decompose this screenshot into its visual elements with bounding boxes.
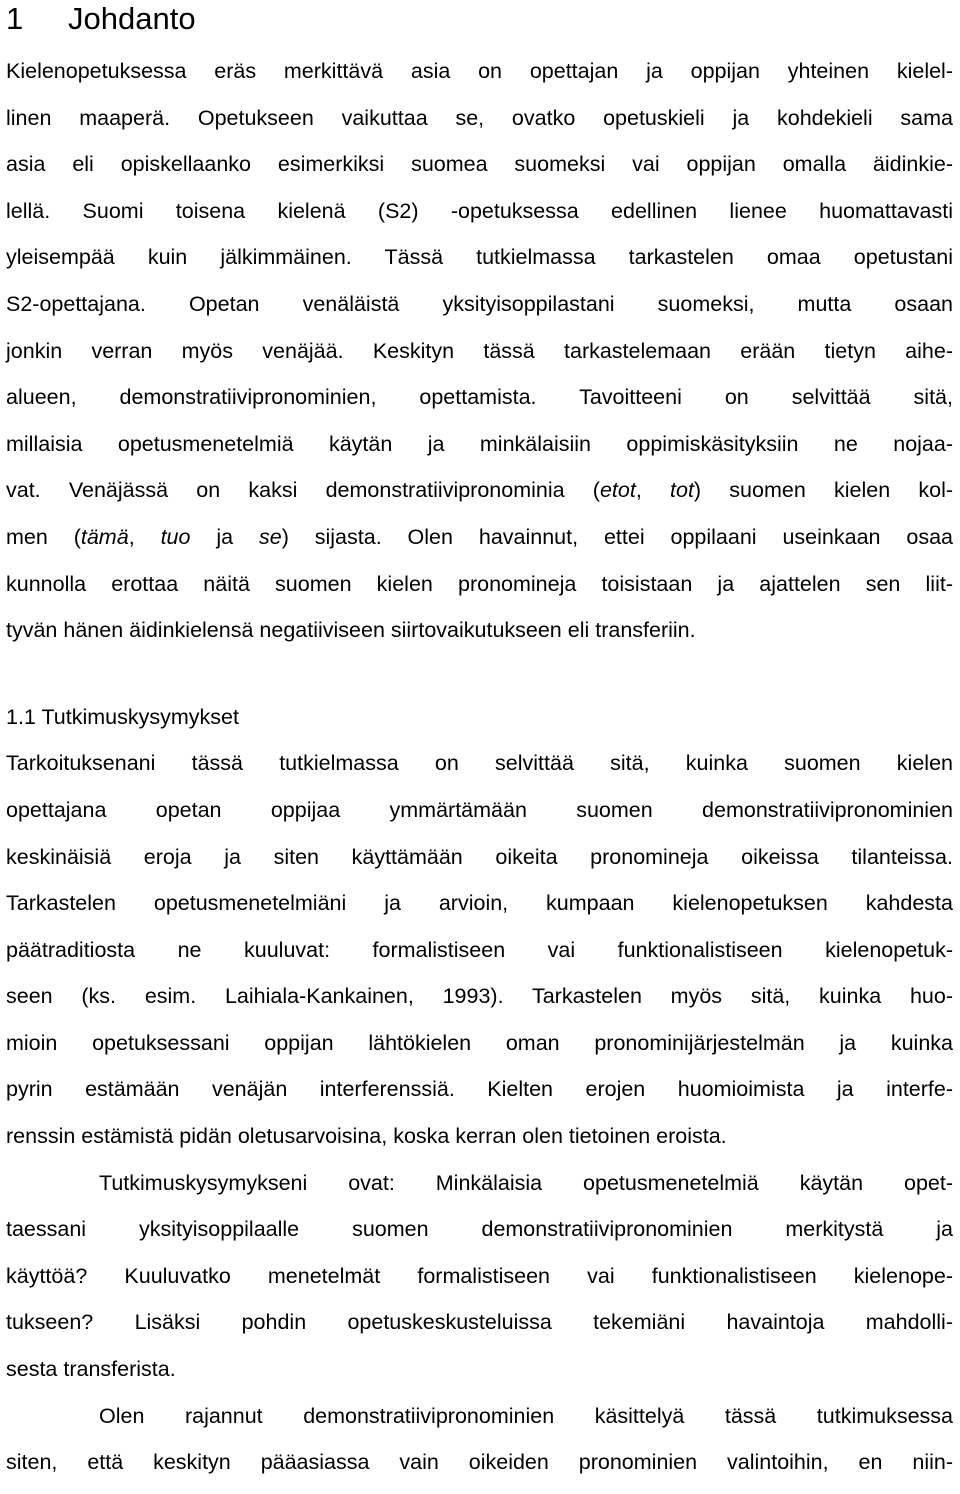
text-line-with-italics xyxy=(6,514,953,561)
text-run: ja xyxy=(190,524,259,549)
italic-term: tuo xyxy=(160,524,191,549)
chapter-number: 1 xyxy=(6,1,24,36)
text-run: ) sijasta. Olen havainnut, ettei oppilaani useinkaan osaa xyxy=(281,524,953,549)
text-line: Tarkastelen opetusmenetelmiäni ja arvioin, kumpaan kielenopetuksen kahdesta xyxy=(6,891,953,916)
subsection-heading: 1.1 Tutkimuskysymykset xyxy=(6,704,239,729)
text-line-with-italics xyxy=(6,467,953,514)
intro-paragraph xyxy=(6,48,953,654)
text-line: tyvän hänen äidinkielensä negatiiviseen siirtovaikutukseen eli transferiin. xyxy=(6,618,696,643)
text-run: men ( xyxy=(6,524,81,549)
text-line: Tarkoituksenani tässä tutkielmassa on selvittää sitä, kuinka suomen kielen xyxy=(6,751,953,776)
text-line: keskinäisiä eroja ja siten käyttämään oikeita pronomineja oikeissa tilanteissa. xyxy=(6,844,953,869)
text-line: linen maaperä. Opetukseen vaikuttaa se, ovatko opetuskieli ja kohdekieli sama xyxy=(6,105,953,130)
text-line: seen (ks. esim. Laihiala-Kankainen, 1993). Tarkastelen myös sitä, kuinka huo- xyxy=(6,984,953,1009)
text-run: vat. Venäjässä on kaksi demonstratiivipronominia ( xyxy=(6,478,600,503)
italic-term: se xyxy=(258,524,282,549)
italic-term: tämä xyxy=(80,524,129,549)
text-line: tukseen? Lisäksi pohdin opetuskeskusteluissa tekemiäni havaintoja mahdolli- xyxy=(6,1310,953,1335)
italic-term: tot xyxy=(670,478,694,503)
research-aim-paragraph xyxy=(6,740,953,1159)
research-questions-paragraph xyxy=(6,1160,953,1393)
text-line: asia eli opiskellaanko esimerkiksi suomea suomeksi vai oppijan omalla äidinkie- xyxy=(6,152,953,177)
section-spacer xyxy=(6,654,953,694)
text-run: , xyxy=(635,478,671,503)
text-line: pyrin estämään venäjän interferenssiä. Kielten erojen huomioimista ja interfe- xyxy=(6,1077,953,1102)
text-line: renssin estämistä pidän oletusarvoisina, koska kerran olen tietoinen eroista. xyxy=(6,1124,727,1149)
text-line: mioin opetuksessani oppijan lähtökielen oman pronominijärjestelmän ja kuinka xyxy=(6,1030,953,1055)
text-line: sesta transferista. xyxy=(6,1357,176,1382)
text-run: , xyxy=(128,524,161,549)
text-line: Olen rajannut demonstratiivipronominien käsittelyä tässä tutkimuksessa xyxy=(99,1403,953,1428)
text-line: taessani yksityisoppilaalle suomen demonstratiivipronominien merkitystä ja xyxy=(6,1217,953,1242)
text-line: käyttöä? Kuuluvatko menetelmät formalistiseen vai funktionalistiseen kielenope- xyxy=(6,1263,953,1288)
text-line: alueen, demonstratiivipronominien, opettamista. Tavoitteeni on selvittää sitä, xyxy=(6,385,953,410)
text-line: opettajana opetan oppijaa ymmärtämään suomen demonstratiivipronominien xyxy=(6,797,953,822)
chapter-heading xyxy=(6,0,953,48)
text-line: jonkin verran myös venäjää. Keskityn tässä tarkastelemaan erään tietyn aihe- xyxy=(6,338,953,363)
italic-term: etot xyxy=(599,478,636,503)
chapter-title: Johdanto xyxy=(68,1,196,36)
text-line: siten, että keskityn pääasiassa vain oikeiden pronominien valintoihin, en niin- xyxy=(6,1450,953,1475)
text-line: päätraditiosta ne kuuluvat: formalistiseen vai funktionalistiseen kielenopetuk- xyxy=(6,937,953,962)
text-run: ) suomen kielen kol- xyxy=(693,478,954,503)
text-line: kunnolla erottaa näitä suomen kielen pronomineja toisistaan ja ajattelen sen liit- xyxy=(6,571,953,596)
text-line: millaisia opetusmenetelmiä käytän ja minkälaisiin oppimiskäsityksiin ne nojaa- xyxy=(6,431,953,456)
text-line: lellä. Suomi toisena kielenä (S2) -opetuksessa edellinen lienee huomattavasti xyxy=(6,198,953,223)
text-line: S2-opettajana. Opetan venäläistä yksityisoppilastani suomeksi, mutta osaan xyxy=(6,291,953,316)
text-line: Tutkimuskysymykseni ovat: Minkälaisia opetusmenetelmiä käytän opet- xyxy=(99,1170,953,1195)
text-line: yleisempää kuin jälkimmäinen. Tässä tutkielmassa tarkastelen omaa opetustani xyxy=(6,245,953,270)
scope-paragraph xyxy=(6,1393,953,1486)
text-line: Kielenopetuksessa eräs merkittävä asia on opettajan ja oppijan yhteinen kielel- xyxy=(6,59,953,83)
